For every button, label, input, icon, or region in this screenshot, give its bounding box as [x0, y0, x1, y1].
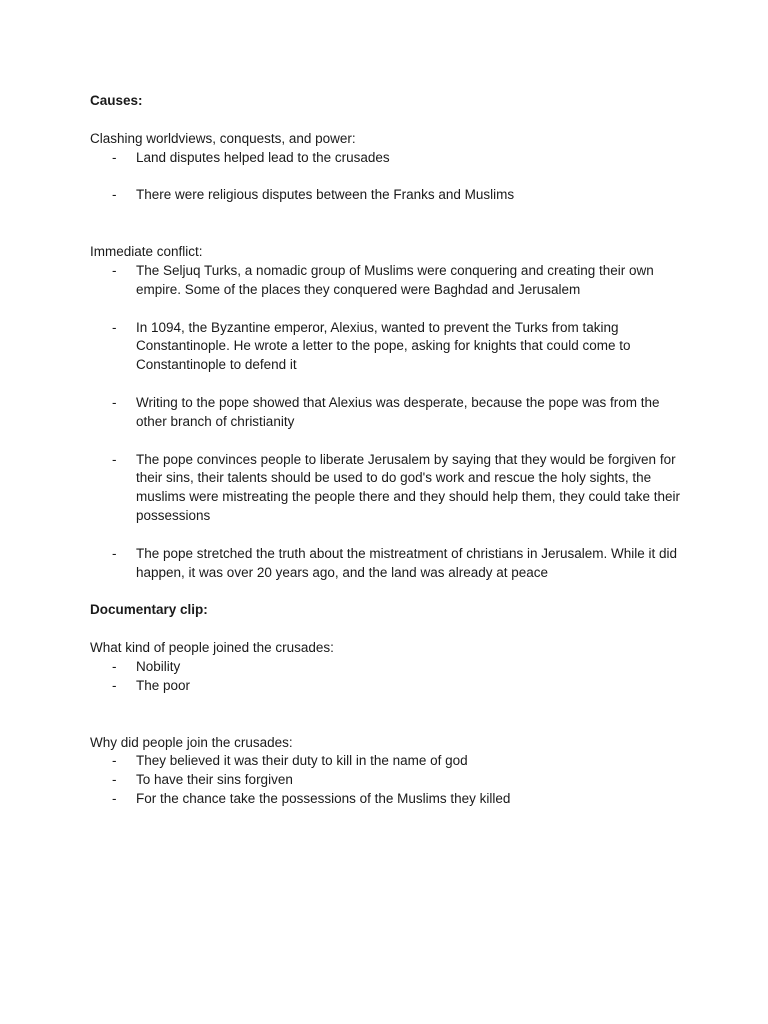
documentary-heading: Documentary clip:: [90, 602, 208, 618]
causes-heading: Causes:: [90, 93, 143, 108]
documentary-intro-why: Why did people join the crusades:: [90, 734, 293, 750]
dash-bullet: -: [112, 545, 117, 561]
dash-bullet: -: [112, 187, 117, 203]
causes-immediate-list: [90, 262, 690, 582]
list-item: - The pope convinces people to liberate Jerusalem by saying that they would be forgiven for their sins, their talents should be used to do god's work and rescue the holy sights, the muslims were mistreating the people there and they should help them, they could take their possessions: [112, 451, 681, 523]
causes-worldviews-list: [90, 149, 690, 206]
dash-bullet: -: [112, 451, 117, 467]
list-item: - The Seljuq Turks, a nomadic group of Muslims were conquering and creating their own empire. Some of the places they conquered were Baghdad and Jerusalem: [112, 262, 654, 297]
list-item: - Nobility: [90, 658, 690, 677]
list-item: - They believed it was their duty to kill in the name of god: [90, 752, 690, 771]
spacer: [90, 205, 690, 243]
documentary-who-list: [90, 658, 690, 696]
list-item: - Land disputes helped lead to the crusades: [90, 149, 690, 168]
dash-bullet: -: [112, 658, 117, 674]
list-item: - There were religious disputes between the Franks and Muslims: [90, 186, 690, 205]
list-item: - In 1094, the Byzantine emperor, Alexius, wanted to prevent the Turks from taking Constantinople. He wrote a letter to the pope, asking for knights that could come to Constantinople to defend it: [112, 319, 631, 373]
spacer: [90, 375, 690, 394]
spacer: [90, 167, 690, 186]
documentary-why-list: [90, 752, 690, 808]
list-item: - Writing to the pope showed that Alexius was desperate, because the pope was from the other branch of christianity: [112, 394, 660, 429]
spacer: [90, 582, 690, 601]
dash-bullet: -: [112, 319, 117, 335]
spacer: [90, 432, 690, 451]
spacer: [90, 526, 690, 545]
document-page: [90, 92, 690, 809]
dash-bullet: -: [112, 772, 117, 788]
list-item: - To have their sins forgiven: [90, 771, 690, 790]
spacer: [90, 300, 690, 319]
dash-bullet: -: [112, 677, 117, 693]
dash-bullet: -: [112, 262, 117, 278]
causes-intro-worldviews: Clashing worldviews, conquests, and power:: [90, 130, 356, 146]
spacer: [90, 111, 690, 130]
dash-bullet: -: [112, 149, 117, 165]
spacer: [90, 696, 690, 734]
list-item: - For the chance take the possessions of the Muslims they killed: [90, 790, 690, 809]
spacer: [90, 620, 690, 639]
documentary-intro-who: What kind of people joined the crusades:: [90, 640, 334, 656]
list-item: - The poor: [90, 677, 690, 696]
dash-bullet: -: [112, 394, 117, 410]
causes-intro-immediate: Immediate conflict:: [90, 244, 203, 260]
dash-bullet: -: [112, 753, 117, 769]
dash-bullet: -: [112, 790, 117, 806]
list-item: - The pope stretched the truth about the mistreatment of christians in Jerusalem. While it did happen, it was over 20 years ago, and the land was already at peace: [112, 545, 678, 580]
